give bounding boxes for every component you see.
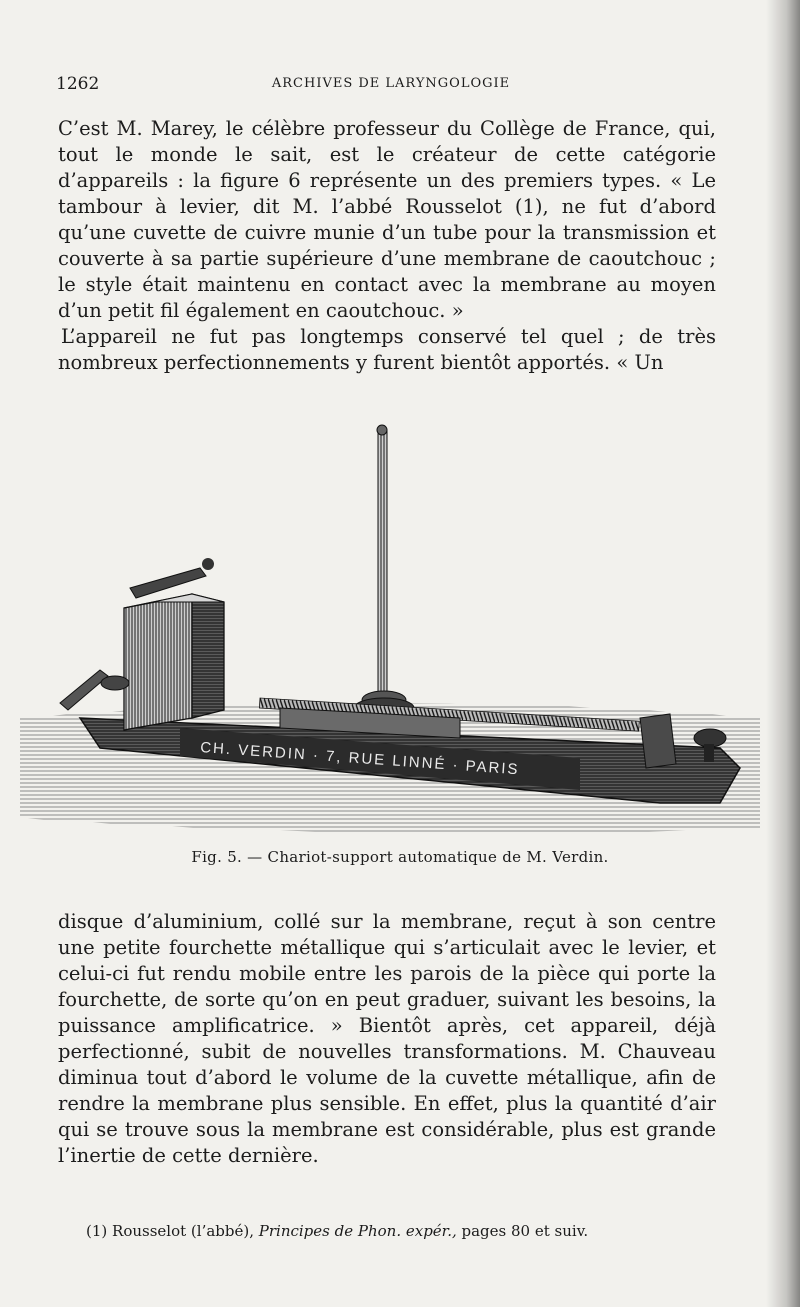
page-number: 1262 [56, 74, 100, 94]
running-head [56, 74, 726, 98]
page-edge-shadow [766, 0, 800, 1307]
footnote-pages: pages 80 et suiv. [461, 1222, 589, 1240]
paragraph-1: C’est M. Marey, le célèbre professeur du Collège de France, qui, tout le monde le sait, est le créateur de cette catégorie d’appareils : la figure 6 représente un des premiers types. « Le tambour à levier, dit M. l’abbé Rousselot (1), ne fut d’abord qu’une cuvette de cuivre munie d’un tube pour la transmission et couverte à sa partie supérieure d’une membrane de caoutchouc ; le style était maintenu en contact avec la membrane au moyen d’un petit fil également en caoutchouc. » [58, 117, 716, 322]
figure-caption: Fig. 5. — Chariot-support automatique de M. Verdin. [191, 848, 609, 866]
engraving-inscription: CH. VERDIN · 7, RUE LINNÉ · PARIS [199, 739, 521, 779]
chariot-support-engraving [20, 418, 760, 838]
body-text-bottom [58, 909, 716, 1169]
footnote [86, 1222, 706, 1240]
footnote-author: Rousselot (l’abbé), [112, 1222, 254, 1240]
paragraph-3: disque d’aluminium, collé sur la membrane, reçut à son centre une petite fourchette métallique qui s’articulait avec le levier, et celui-ci fut rendu mobile entre les parois de la pièce qui porte la fourchette, de sorte qu’on en peut graduer, suivant les besoins, la puissance amplificatrice. » Bientôt après, cet appareil, déjà perfectionné, subit de nouvelles transformations. M. Chauveau diminua tout d’abord le volume de la cuvette métallique, afin de rendre la membrane plus sensible. En effet, plus la quantité d’air qui se trouve sous la membrane est considérable, plus est grande l’inertie de cette dernière. [58, 910, 716, 1167]
figure-engraving [20, 418, 760, 838]
footnote-marker: (1) [86, 1222, 108, 1240]
body-text-top [58, 116, 716, 376]
footnote-work: Principes de Phon. expér., [258, 1222, 457, 1240]
paragraph-2: L’appareil ne fut pas longtemps conservé tel quel ; de très nombreux perfectionnements y furent bientôt apportés. « Un [58, 325, 716, 374]
journal-title: ARCHIVES DE LARYNGOLOGIE [271, 76, 511, 91]
